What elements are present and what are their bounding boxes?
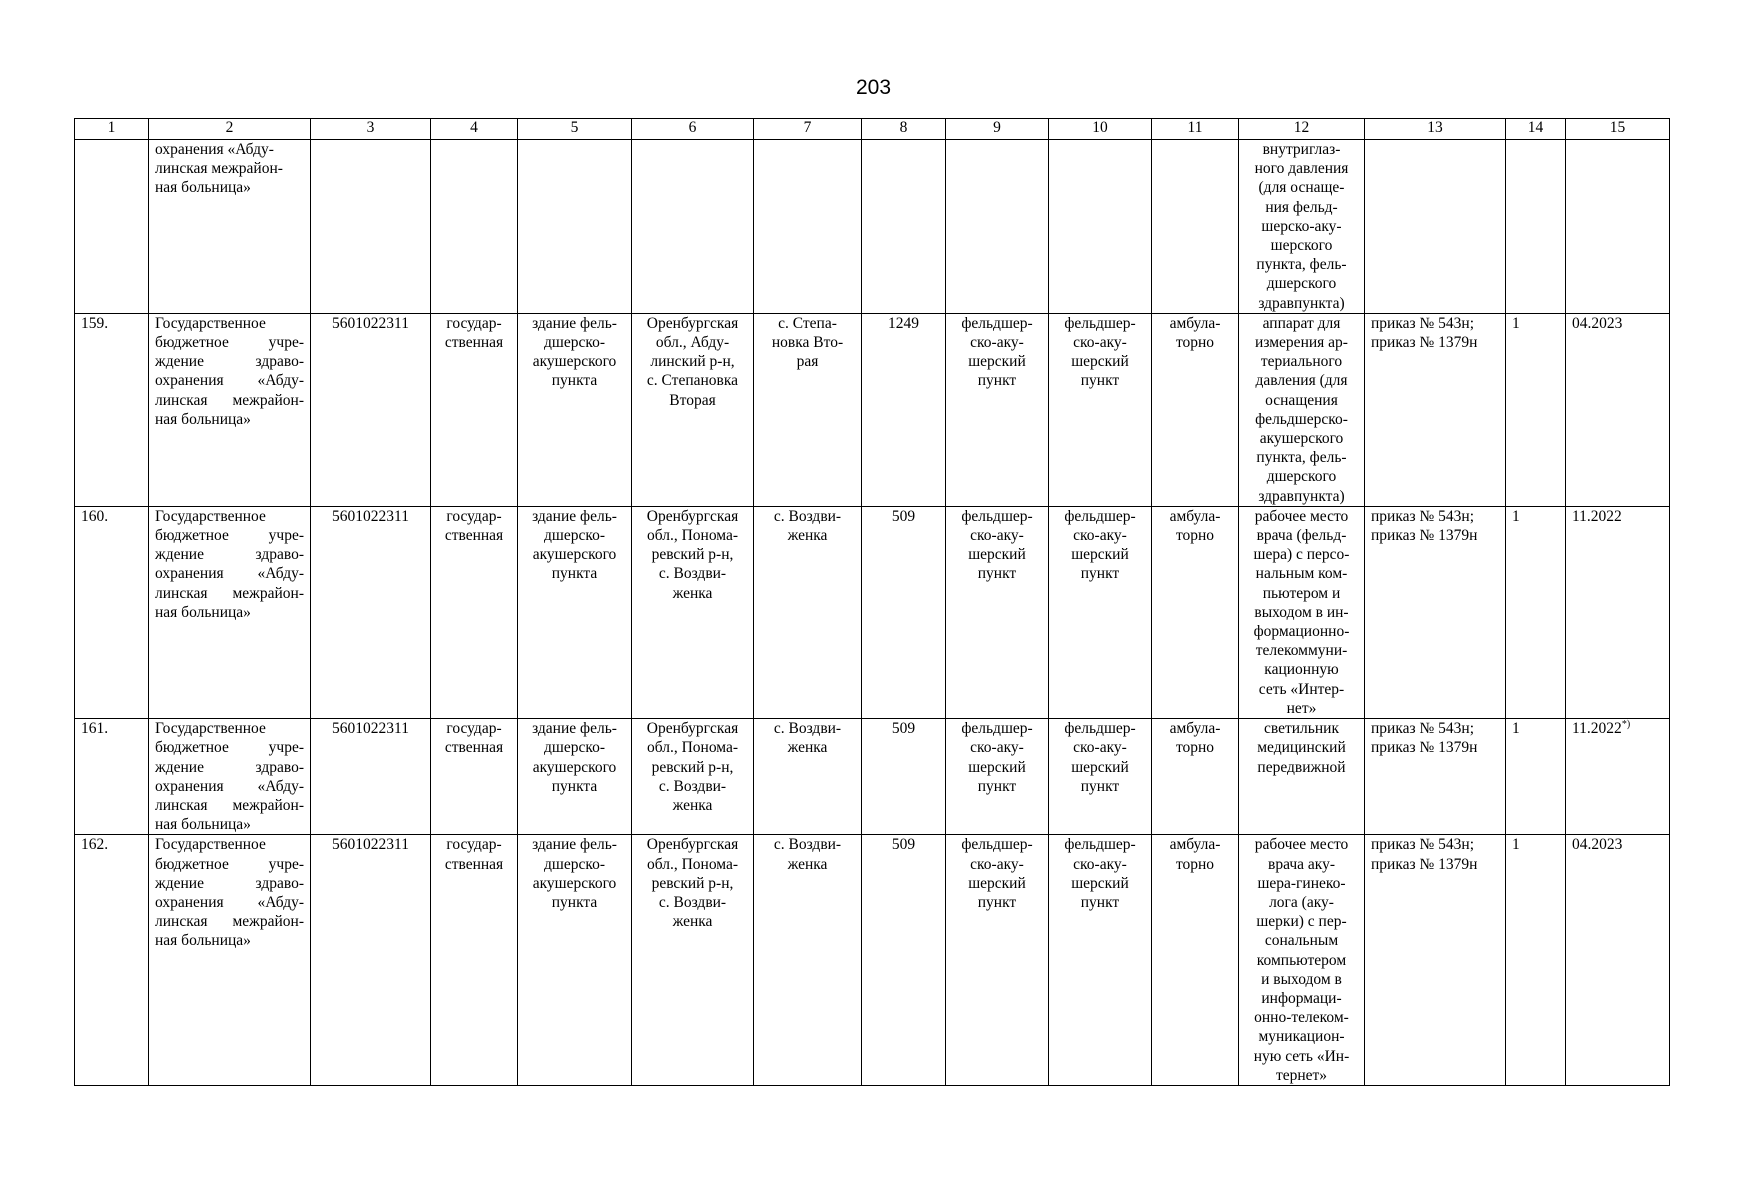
cell-equipment: внутриглаз- ного давления (для оснаще- ния фельд- шерско-аку- шерского пункта, фель- дшерского здравпункта) bbox=[1239, 140, 1365, 314]
cell-num: 161. bbox=[75, 719, 149, 835]
page-number: 203 bbox=[855, 76, 892, 99]
cell-inn: 5601022311 bbox=[311, 719, 431, 835]
cell-address: Оренбургская обл., Абду- линский р-н, с. Степановка Вторая bbox=[632, 313, 754, 506]
cell-address bbox=[632, 140, 754, 314]
cell-org: Государственное бюджетное учре-ждение здраво-охранения «Абду-линская межрайон-ная больница» bbox=[149, 506, 311, 718]
cell-care: амбула- торно bbox=[1152, 506, 1239, 718]
cell-qty bbox=[1506, 140, 1566, 314]
cell-equipment: рабочее место врача (фельд- шера) с персо- нальным ком- пьютером и выходом в ин- формационно- телекоммуни- кационную сеть «Интер- нет» bbox=[1239, 506, 1365, 718]
table-row bbox=[75, 719, 1670, 835]
cell-address: Оренбургская обл., Понома- ревский р-н, с. Воздви- женка bbox=[632, 719, 754, 835]
cell-order: приказ № 543н; приказ № 1379н bbox=[1365, 719, 1506, 835]
cell-date bbox=[1566, 506, 1670, 718]
cell-equipment: аппарат для измерения ар- териального давления (для оснащения фельдшерско- акушерского пункта, фель- дшерского здравпункта) bbox=[1239, 313, 1365, 506]
cell-type-a: фельдшер- ско-аку- шерский пункт bbox=[946, 313, 1049, 506]
cell-locality: с. Степа- новка Вто- рая bbox=[754, 313, 862, 506]
cell-qty: 1 bbox=[1506, 719, 1566, 835]
cell-care: амбула- торно bbox=[1152, 835, 1239, 1086]
cell-type-b: фельдшер- ско-аку- шерский пункт bbox=[1049, 506, 1152, 718]
cell-type-b: фельдшер- ско-аку- шерский пункт bbox=[1049, 313, 1152, 506]
cell-population: 1249 bbox=[862, 313, 946, 506]
cell-qty: 1 bbox=[1506, 313, 1566, 506]
cell-date bbox=[1566, 140, 1670, 314]
cell-equipment: рабочее место врача аку- шера-гинеко- лога (аку- шерки) с пер- сональным компьютером и выходом в информаци- онно-телеком- муникацион- ную сеть «Ин- тернет» bbox=[1239, 835, 1365, 1086]
cell-population: 509 bbox=[862, 835, 946, 1086]
cell-ownership: государ- ственная bbox=[431, 313, 518, 506]
cell-order: приказ № 543н; приказ № 1379н bbox=[1365, 835, 1506, 1086]
cell-locality: с. Воздви- женка bbox=[754, 835, 862, 1086]
column-header: 12 bbox=[1239, 119, 1365, 140]
cell-building: здание фель- дшерско- акушерского пункта bbox=[518, 835, 632, 1086]
cell-population: 509 bbox=[862, 719, 946, 835]
column-header: 9 bbox=[946, 119, 1049, 140]
cell-org: Государственное бюджетное учре-ждение здраво-охранения «Абду-линская межрайон-ная больница» bbox=[149, 313, 311, 506]
table-row bbox=[75, 506, 1670, 718]
equipment-table bbox=[74, 118, 1670, 1086]
date-value: 04.2023 bbox=[1572, 314, 1623, 332]
date-value: 04.2023 bbox=[1572, 836, 1623, 854]
cell-date bbox=[1566, 719, 1670, 835]
cell-population: 509 bbox=[862, 506, 946, 718]
cell-num: 162. bbox=[75, 835, 149, 1086]
cell-building bbox=[518, 140, 632, 314]
column-header: 4 bbox=[431, 119, 518, 140]
cell-address: Оренбургская обл., Понома- ревский р-н, с. Воздви- женка bbox=[632, 835, 754, 1086]
column-header: 5 bbox=[518, 119, 632, 140]
column-header: 7 bbox=[754, 119, 862, 140]
cell-population bbox=[862, 140, 946, 314]
cell-num: 159. bbox=[75, 313, 149, 506]
cell-inn: 5601022311 bbox=[311, 835, 431, 1086]
cell-org: охранения «Абду- линская межрайон- ная больница» bbox=[149, 140, 311, 314]
date-value: 11.2022 bbox=[1572, 720, 1622, 738]
column-header: 14 bbox=[1506, 119, 1566, 140]
column-header: 10 bbox=[1049, 119, 1152, 140]
continuation-row bbox=[75, 140, 1670, 314]
cell-org: Государственное бюджетное учре-ждение здраво-охранения «Абду-линская межрайон-ная больница» bbox=[149, 835, 311, 1086]
cell-locality: с. Воздви- женка bbox=[754, 719, 862, 835]
cell-num: 160. bbox=[75, 506, 149, 718]
cell-type-b: фельдшер- ско-аку- шерский пункт bbox=[1049, 835, 1152, 1086]
cell-building: здание фель- дшерско- акушерского пункта bbox=[518, 719, 632, 835]
cell-ownership: государ- ственная bbox=[431, 506, 518, 718]
cell-building: здание фель- дшерско- акушерского пункта bbox=[518, 313, 632, 506]
cell-ownership bbox=[431, 140, 518, 314]
cell-type-b: фельдшер- ско-аку- шерский пункт bbox=[1049, 719, 1152, 835]
cell-inn bbox=[311, 140, 431, 314]
column-header: 15 bbox=[1566, 119, 1670, 140]
cell-ownership: государ- ственная bbox=[431, 719, 518, 835]
cell-order bbox=[1365, 140, 1506, 314]
cell-num bbox=[75, 140, 149, 314]
cell-qty: 1 bbox=[1506, 835, 1566, 1086]
column-header: 11 bbox=[1152, 119, 1239, 140]
cell-building: здание фель- дшерско- акушерского пункта bbox=[518, 506, 632, 718]
column-header: 2 bbox=[149, 119, 311, 140]
cell-qty: 1 bbox=[1506, 506, 1566, 718]
cell-inn: 5601022311 bbox=[311, 506, 431, 718]
cell-date bbox=[1566, 313, 1670, 506]
cell-order: приказ № 543н; приказ № 1379н bbox=[1365, 313, 1506, 506]
cell-care bbox=[1152, 140, 1239, 314]
column-header: 8 bbox=[862, 119, 946, 140]
cell-type-a bbox=[946, 140, 1049, 314]
cell-inn: 5601022311 bbox=[311, 313, 431, 506]
date-footnote-mark: *) bbox=[1621, 718, 1631, 730]
cell-date bbox=[1566, 835, 1670, 1086]
cell-equipment: светильник медицинский передвижной bbox=[1239, 719, 1365, 835]
column-header: 3 bbox=[311, 119, 431, 140]
cell-type-b bbox=[1049, 140, 1152, 314]
cell-type-a: фельдшер- ско-аку- шерский пункт bbox=[946, 719, 1049, 835]
cell-care: амбула- торно bbox=[1152, 313, 1239, 506]
cell-address: Оренбургская обл., Понома- ревский р-н, с. Воздви- женка bbox=[632, 506, 754, 718]
cell-ownership: государ- ственная bbox=[431, 835, 518, 1086]
cell-type-a: фельдшер- ско-аку- шерский пункт bbox=[946, 835, 1049, 1086]
cell-type-a: фельдшер- ско-аку- шерский пункт bbox=[946, 506, 1049, 718]
table-row bbox=[75, 835, 1670, 1086]
header-row bbox=[75, 119, 1670, 140]
column-header: 13 bbox=[1365, 119, 1506, 140]
table-row bbox=[75, 313, 1670, 506]
cell-order: приказ № 543н; приказ № 1379н bbox=[1365, 506, 1506, 718]
cell-care: амбула- торно bbox=[1152, 719, 1239, 835]
column-header: 6 bbox=[632, 119, 754, 140]
cell-locality bbox=[754, 140, 862, 314]
column-header: 1 bbox=[75, 119, 149, 140]
cell-org: Государственное бюджетное учре-ждение здраво-охранения «Абду-линская межрайон-ная больница» bbox=[149, 719, 311, 835]
date-value: 11.2022 bbox=[1572, 507, 1622, 525]
cell-locality: с. Воздви- женка bbox=[754, 506, 862, 718]
